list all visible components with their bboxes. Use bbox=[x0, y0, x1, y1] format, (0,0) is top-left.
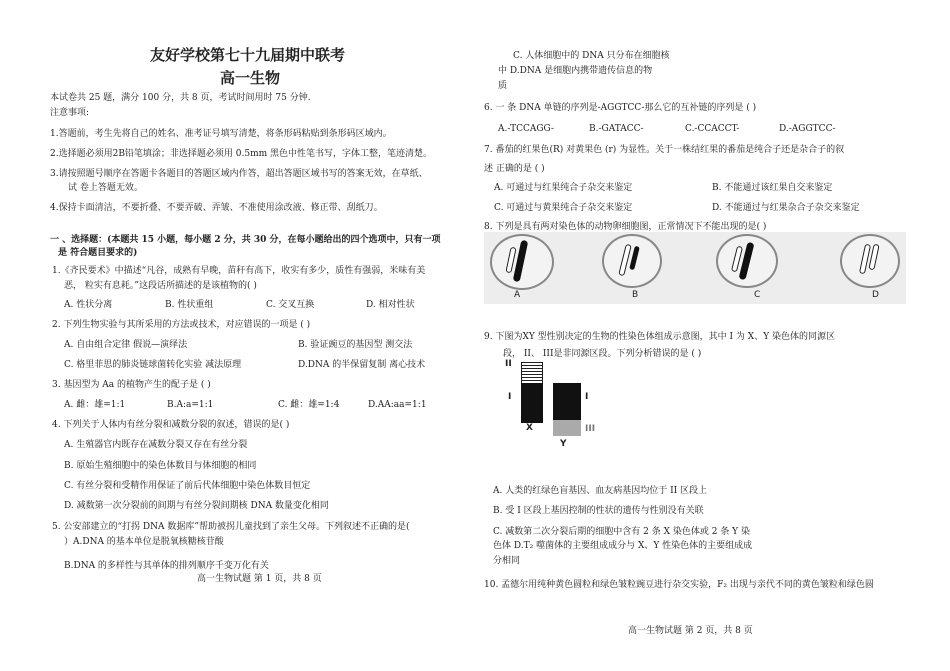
q4-text: 4. 下列关于人体内有丝分裂和减数分裂的叙述，错误的是( ) bbox=[52, 420, 290, 430]
q2-option-a: A. 自由组合定律 假说—演绎法 bbox=[64, 340, 188, 350]
q7-option-b: B. 不能通过该红果自交来鉴定 bbox=[712, 183, 833, 193]
q5-text: 5. 公安部建立的“打拐 DNA 数据库”帮助被拐儿童找到了亲生父母。下列叙述不正确的是( bbox=[52, 522, 410, 532]
q6-option-c: C.-CCACCT- bbox=[685, 124, 740, 134]
q5-option-d-cont: 质 bbox=[498, 81, 508, 91]
label-x: X bbox=[526, 423, 533, 433]
cell-label-c: C bbox=[754, 290, 761, 300]
q3-text: 3. 基因型为 Aa 的植物产生的配子是 ( ) bbox=[52, 380, 211, 390]
x-region-ii bbox=[521, 362, 543, 384]
q2-option-b: B. 验证豌豆的基因型 测交法 bbox=[298, 340, 413, 350]
cell-label-a: A bbox=[514, 290, 521, 300]
q1-option-d: D. 相对性状 bbox=[366, 300, 415, 310]
exam-subject: 高一生物 bbox=[220, 69, 281, 87]
page-2-footer: 高一生物试题 第 2 页，共 8 页 bbox=[628, 626, 753, 636]
page-1-footer: 高一生物试题 第 1 页，共 8 页 bbox=[197, 574, 322, 584]
section-heading-cont: 是 符合题目要求的) bbox=[58, 248, 138, 258]
intro-text: 本试卷共 25 题，满分 100 分，共 8 页，考试时间用时 75 分钟. bbox=[50, 93, 311, 103]
q7-option-d: D. 不能通过与红果杂合子杂交来鉴定 bbox=[712, 203, 860, 213]
q3-option-a: A. 雌：雄=1:1 bbox=[64, 400, 126, 410]
notice-4: 4.保持卡面清洁，不要折叠、不要弄破、弄皱、不准使用涂改液、修正带、刮纸刀。 bbox=[50, 203, 383, 213]
q3-option-d: D.AA:aa=1:1 bbox=[368, 400, 427, 410]
q1-text-cont: 恶， 粒实有息耗。”这段话所描述的是该植物的( ) bbox=[64, 281, 257, 291]
q2-text: 2. 下列生物实验与其所采用的方法或技术，对应错误的一项是 ( ) bbox=[52, 320, 311, 330]
label-ii: II bbox=[505, 359, 512, 369]
label-iii: III bbox=[585, 424, 596, 434]
q7-text-cont: 述 正确的是 ( ) bbox=[484, 164, 545, 174]
notice-label: 注意事项: bbox=[50, 108, 90, 118]
label-i-right: I bbox=[585, 392, 589, 402]
notice-2: 2.选择题必须用2B铅笔填涂；非选择题必须用 0.5mm 黑色中性笔书写，字体工整，笔迹清楚。 bbox=[50, 149, 433, 159]
q1-option-c: C. 交叉互换 bbox=[266, 300, 315, 310]
q8-text: 8. 下列是具有两对染色体的动物卵细胞图，正常情况下不能出现的是( ) bbox=[484, 222, 767, 232]
label-i-left: I bbox=[508, 392, 512, 402]
q6-option-d: D.-AGGTCC- bbox=[779, 124, 836, 134]
q4-option-d: D. 减数第一次分裂前的间期与有丝分裂间期核 DNA 数量变化相同 bbox=[64, 501, 329, 511]
q9-text-cont: 段， II、 III是非同源区段。下列分析错误的是 ( ) bbox=[503, 349, 702, 359]
q1-option-a: A. 性状分离 bbox=[64, 300, 113, 310]
notice-3: 3.请按照题号顺序在答题卡各题目的答题区域内作答，超出答题区域书写的答案无效，在草纸、 bbox=[50, 169, 428, 179]
cell-label-b: B bbox=[632, 290, 639, 300]
q1-option-b: B. 性状重组 bbox=[165, 300, 214, 310]
q1-text: 1.《齐民要术》中描述“凡谷，成熟有早晚，苗秆有高下，收实有多少，质性有强弱，米味有美 bbox=[52, 266, 426, 276]
q9-option-d: 色体 D.T₂ 噬菌体的主要组成成分与 X、Y 性染色体的主要组成成 bbox=[493, 541, 753, 551]
x-region-i bbox=[521, 383, 543, 423]
q7-option-c: C. 可通过与黄果纯合子杂交来鉴定 bbox=[494, 203, 633, 213]
q8-figure bbox=[484, 232, 906, 304]
q9-option-d-cont: 分相同 bbox=[493, 556, 521, 566]
q5-option-d: 中 D.DNA 是细胞内携带遗传信息的物 bbox=[498, 66, 653, 76]
cell-label-d: D bbox=[872, 290, 879, 300]
q9-option-a: A. 人类的红绿色盲基因、血友病基因均位于 II 区段上 bbox=[493, 486, 708, 496]
q5-option-b: B.DNA 的多样性与其单体的排列顺序千变万化有关 bbox=[64, 561, 269, 571]
q3-option-b: B.A:a=1:1 bbox=[167, 400, 214, 410]
label-y: Y bbox=[560, 439, 567, 449]
y-region-iii bbox=[553, 420, 581, 436]
q10-text: 10. 孟德尔用纯种黄色圆粒和绿色皱粒豌豆进行杂交实验，F₂ 出现与亲代不同的黄色皱粒和绿色圆 bbox=[484, 580, 874, 590]
section-heading: 一 、选择题：(本题共 15 小题，每小题 2 分，共 30 分，在每小题给出的四个选项中，只有一项 bbox=[50, 235, 441, 245]
q4-option-a: A. 生殖器官内既存在减数分裂又存在有丝分裂 bbox=[64, 440, 248, 450]
notice-1: 1.答题前，考生先将自己的姓名、准考证号填写清楚，将条形码粘贴到条形码区域内。 bbox=[50, 129, 392, 139]
q9-option-c: C. 减数第二次分裂后期的细胞中含有 2 条 X 染色体或 2 条 Y 染 bbox=[493, 527, 750, 537]
q2-option-d: D.DNA 的半保留复制 离心技术 bbox=[298, 360, 426, 370]
y-region-i bbox=[553, 383, 581, 420]
q5-option-c: C. 人体细胞中的 DNA 只分布在细胞核 bbox=[513, 51, 670, 61]
q6-option-b: B.-GATACC- bbox=[589, 124, 644, 134]
q4-option-c: C. 有丝分裂和受精作用保证了前后代体细胞中染色体数目恒定 bbox=[64, 481, 311, 491]
q4-option-b: B. 原始生殖细胞中的染色体数目与体细胞的相同 bbox=[64, 461, 257, 471]
exam-title: 友好学校第七十九届期中联考 bbox=[150, 46, 346, 64]
q7-text: 7. 番茄的红果色(R) 对黄果色 (r) 为显性。关于一株结红果的番茄是纯合子还是杂合子的叙 bbox=[484, 145, 845, 155]
q3-option-c: C. 雌：雄=1:4 bbox=[278, 400, 340, 410]
q6-option-a: A.-TCCAGG- bbox=[498, 124, 554, 134]
q9-text: 9. 下图为XY 型性别决定的生物的性染色体组成示意图，其中 I 为 X、Y 染色体的同源区 bbox=[484, 332, 836, 342]
q9-option-b: B. 受 I 区段上基因控制的性状的遗传与性别没有关联 bbox=[493, 506, 704, 516]
q6-text: 6. 一 条 DNA 单链的序列是-AGGTCC-那么它的互补链的序列是 ( ) bbox=[484, 103, 757, 113]
notice-3-cont: 试 卷上答题无效。 bbox=[68, 183, 143, 193]
q7-option-a: A. 可通过与红果纯合子杂交来鉴定 bbox=[494, 183, 633, 193]
q2-option-c: C. 格里菲思的肺炎链球菌转化实验 减法原理 bbox=[64, 360, 242, 370]
q5-option-a: ）A.DNA 的基本单位是脱氧核糖核苷酸 bbox=[64, 537, 224, 547]
